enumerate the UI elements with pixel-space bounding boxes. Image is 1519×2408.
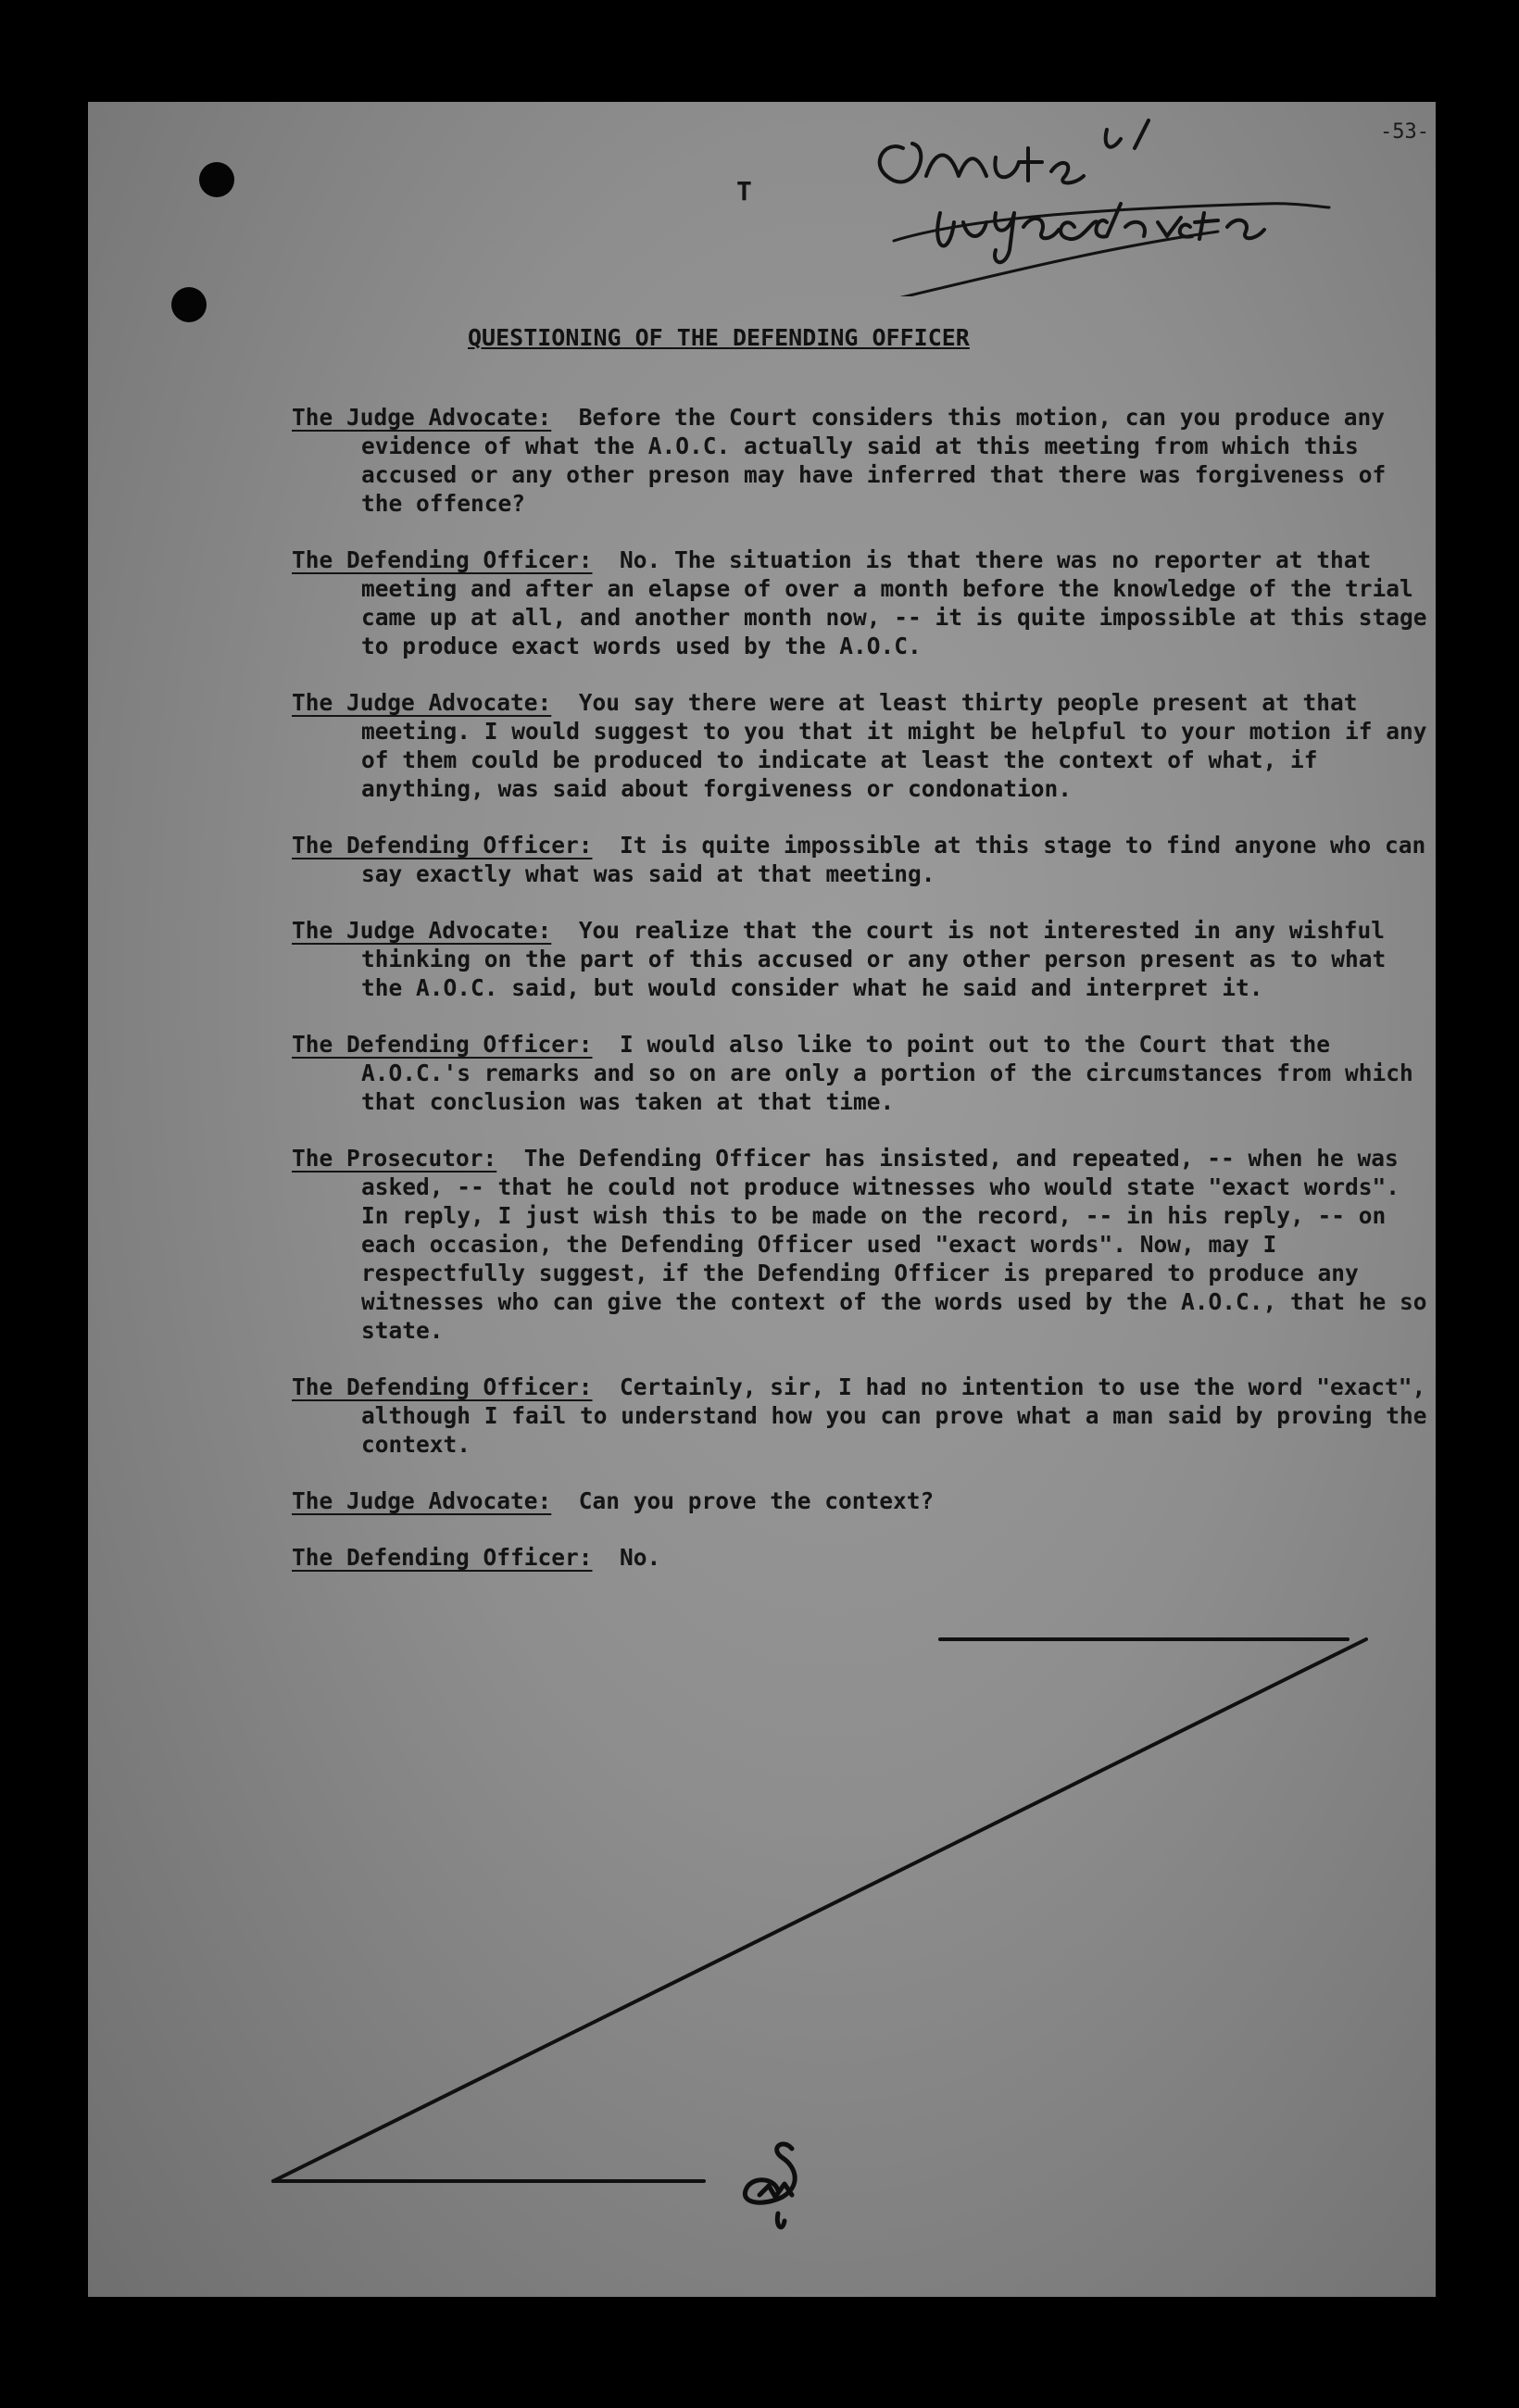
speaker-label: The Judge Advocate:	[292, 404, 552, 431]
speaker-label: The Defending Officer:	[292, 546, 593, 573]
speaker-label: The Defending Officer:	[292, 1544, 593, 1571]
handwritten-initials	[727, 2139, 838, 2241]
speaker-label: The Judge Advocate:	[292, 917, 552, 944]
statement-text: You say there were at least thirty people present at that meeting. I would suggest to you that it might be helpful to your motion if any of them could be produced to indicate at least the context of what, if anything, was said about forgiveness or condonation.	[361, 689, 1427, 802]
speaker-label: The Judge Advocate:	[292, 1487, 552, 1514]
speaker-label: The Defending Officer:	[292, 832, 593, 859]
statement-text: Certainly, sir, I had no intention to use the word "exact", although I fail to understand how you can prove what a man said by proving the context.	[361, 1373, 1427, 1458]
speaker-label: The Prosecutor:	[292, 1145, 497, 1172]
statement-text: Before the Court considers this motion, can you produce any evidence of what the A.O.C. actually said at this meeting from which this accused or any other preson may have inferred that there was forgiveness of the offence?	[361, 404, 1387, 517]
statement-text: I would also like to point out to the Court that the A.O.C.'s remarks and so on are only a portion of the circumstances from which that conclusion was taken at that time.	[361, 1031, 1413, 1115]
speaker-label: The Judge Advocate:	[292, 689, 552, 716]
page-number: -53-	[1380, 120, 1429, 144]
speaker-label: The Defending Officer:	[292, 1373, 593, 1400]
statement-text: Can you prove the context?	[578, 1487, 935, 1514]
statement-text: No.	[620, 1544, 661, 1571]
top-mark: T	[736, 176, 752, 207]
statement-text: It is quite impossible at this stage to find anyone who can say exactly what was said at that meeting.	[361, 832, 1426, 887]
document-page	[88, 102, 1436, 2297]
document-title: QUESTIONING OF THE DEFENDING OFFICER	[468, 324, 970, 351]
statement-text: You realize that the court is not interested in any wishful thinking on the part of this accused or any other person present as to what the A.O.C. said, but would consider what he said and interpret it.	[361, 917, 1387, 1001]
strike-out-lines	[88, 102, 1436, 2297]
statement-text: No. The situation is that there was no reporter at that meeting and after an elapse of over a month before the knowledge of the trial came up at all, and another month now, -- it is quite impossible at this stage to produce exact words used by the A.O.C.	[361, 546, 1427, 659]
statement-text: The Defending Officer has insisted, and repeated, -- when he was asked, -- that he could not produce witnesses who would state "exact words". In reply, I just wish this to be made on the record, -- in his reply, -- on each occasion, the Defending Officer used "exact words". Now, may I respectfully suggest, if the Defending Officer is prepared to produce any witnesses who can give the context of the words used by the A.O.C., that he so state.	[361, 1145, 1427, 1344]
speaker-label: The Defending Officer:	[292, 1031, 593, 1058]
